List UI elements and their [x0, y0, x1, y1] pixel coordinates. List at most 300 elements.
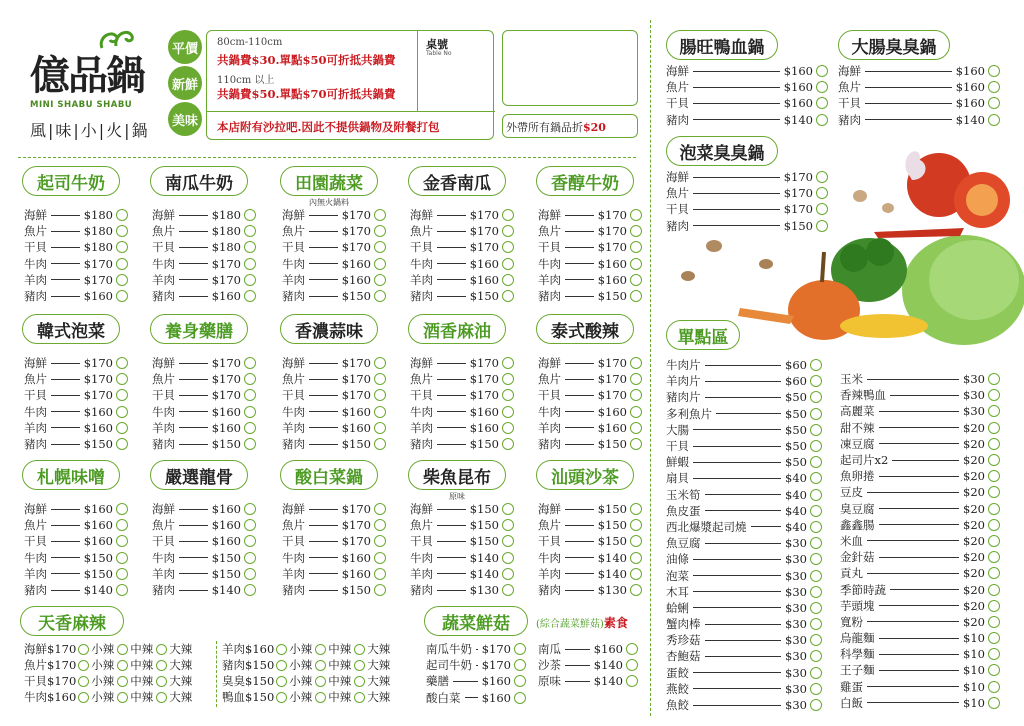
- item-name: 羊肉: [24, 272, 47, 287]
- item-price: $170: [469, 224, 499, 239]
- item-price: $160: [955, 64, 985, 79]
- order-checkbox[interactable]: [626, 675, 638, 687]
- item-price: $160: [469, 404, 499, 419]
- order-checkbox[interactable]: [810, 489, 822, 501]
- order-checkbox[interactable]: [116, 503, 128, 515]
- leader-line: [51, 427, 80, 428]
- order-checkbox[interactable]: [374, 373, 386, 385]
- item-price: $30: [785, 617, 807, 632]
- order-checkbox[interactable]: [988, 405, 1000, 417]
- order-checkbox[interactable]: [810, 440, 822, 452]
- order-checkbox[interactable]: [988, 373, 1000, 385]
- spice-level-checkbox[interactable]: [117, 692, 128, 703]
- spice-level-checkbox[interactable]: [156, 644, 167, 655]
- spice-level-checkbox[interactable]: [78, 692, 89, 703]
- pot-price-list: [282, 501, 386, 598]
- order-checkbox[interactable]: [630, 241, 642, 253]
- menu-row: [410, 355, 514, 371]
- spice-level-checkbox[interactable]: [276, 692, 287, 703]
- item-name: 羊肉: [222, 642, 245, 656]
- item-name: 魚片: [538, 224, 561, 239]
- item-name: 牛肉: [24, 404, 47, 419]
- item-price: $160: [341, 256, 371, 271]
- item-name: 魚片: [152, 372, 175, 387]
- order-checkbox[interactable]: [116, 535, 128, 547]
- order-checkbox[interactable]: [244, 209, 256, 221]
- order-checkbox[interactable]: [244, 438, 256, 450]
- spice-level-checkbox[interactable]: [78, 676, 89, 687]
- spicy-right-list: [222, 641, 418, 705]
- order-checkbox[interactable]: [116, 422, 128, 434]
- order-checkbox[interactable]: [630, 258, 642, 270]
- order-checkbox[interactable]: [810, 634, 822, 646]
- order-checkbox[interactable]: [988, 81, 1000, 93]
- order-checkbox[interactable]: [626, 643, 638, 655]
- order-checkbox[interactable]: [116, 519, 128, 531]
- order-checkbox[interactable]: [988, 567, 1000, 579]
- fee-rule-small: 共鍋費$30.單點$50可折抵共鍋費: [217, 53, 396, 67]
- leader-line: [865, 87, 952, 88]
- order-checkbox[interactable]: [116, 258, 128, 270]
- order-checkbox[interactable]: [810, 667, 822, 679]
- order-checkbox[interactable]: [988, 454, 1000, 466]
- pot-price-list: [538, 355, 642, 452]
- order-checkbox[interactable]: [374, 438, 386, 450]
- pot-price-list: [24, 355, 128, 452]
- item-name: 羊肉片: [666, 374, 701, 389]
- leader-line: [693, 705, 781, 706]
- alacarte-row: [666, 503, 822, 519]
- order-checkbox[interactable]: [374, 568, 386, 580]
- order-checkbox[interactable]: [116, 552, 128, 564]
- special-pot-title: 泡菜臭臭鍋: [666, 136, 778, 166]
- spice-level-label: 大辣: [367, 642, 391, 656]
- item-price: $170: [469, 240, 499, 255]
- order-checkbox[interactable]: [116, 209, 128, 221]
- order-checkbox[interactable]: [502, 503, 514, 515]
- item-name: 魚片: [410, 224, 433, 239]
- leader-line: [309, 395, 338, 396]
- spice-level-checkbox[interactable]: [354, 692, 365, 703]
- order-checkbox[interactable]: [244, 225, 256, 237]
- spice-level-checkbox[interactable]: [276, 644, 287, 655]
- item-name: 起司牛奶: [426, 658, 472, 673]
- order-checkbox[interactable]: [502, 406, 514, 418]
- item-price: $20: [963, 469, 985, 484]
- order-checkbox[interactable]: [374, 241, 386, 253]
- item-name: 多利魚片: [666, 406, 712, 421]
- order-checkbox[interactable]: [116, 389, 128, 401]
- order-checkbox[interactable]: [374, 584, 386, 596]
- leader-line: [879, 427, 960, 428]
- order-checkbox[interactable]: [514, 643, 526, 655]
- spice-level-checkbox[interactable]: [315, 660, 326, 671]
- item-name: 鮮蝦: [666, 455, 689, 470]
- order-checkbox[interactable]: [116, 568, 128, 580]
- order-checkbox[interactable]: [630, 225, 642, 237]
- order-checkbox[interactable]: [116, 225, 128, 237]
- order-checkbox[interactable]: [116, 274, 128, 286]
- order-checkbox[interactable]: [810, 537, 822, 549]
- order-checkbox[interactable]: [810, 553, 822, 565]
- order-checkbox[interactable]: [514, 659, 526, 671]
- order-checkbox[interactable]: [502, 389, 514, 401]
- order-checkbox[interactable]: [502, 290, 514, 302]
- order-checkbox[interactable]: [244, 258, 256, 270]
- order-checkbox[interactable]: [810, 359, 822, 371]
- item-name: 杏鮑菇: [666, 649, 701, 664]
- leader-line: [693, 575, 781, 576]
- order-checkbox[interactable]: [810, 408, 822, 420]
- leader-line: [51, 541, 80, 542]
- item-name: 海鮮: [666, 64, 689, 79]
- order-checkbox[interactable]: [244, 241, 256, 253]
- order-checkbox[interactable]: [244, 535, 256, 547]
- spice-level-checkbox[interactable]: [156, 660, 167, 671]
- order-checkbox[interactable]: [810, 391, 822, 403]
- order-checkbox[interactable]: [988, 422, 1000, 434]
- order-checkbox[interactable]: [816, 97, 828, 109]
- order-checkbox[interactable]: [988, 648, 1000, 660]
- order-checkbox[interactable]: [116, 406, 128, 418]
- item-price: $50: [785, 439, 807, 454]
- order-checkbox[interactable]: [374, 406, 386, 418]
- order-checkbox[interactable]: [502, 209, 514, 221]
- order-checkbox[interactable]: [816, 114, 828, 126]
- alacarte-row: [666, 681, 822, 697]
- order-checkbox[interactable]: [374, 357, 386, 369]
- menu-row: [282, 239, 386, 255]
- spice-level-checkbox[interactable]: [78, 644, 89, 655]
- spice-level-checkbox[interactable]: [354, 644, 365, 655]
- pot-title: 酒香麻油: [408, 314, 506, 344]
- order-checkbox[interactable]: [244, 552, 256, 564]
- spice-level-checkbox[interactable]: [354, 676, 365, 687]
- section-title-alacarte: 單點區: [666, 320, 740, 350]
- menu-row: [838, 112, 1000, 128]
- order-checkbox[interactable]: [816, 81, 828, 93]
- order-checkbox[interactable]: [988, 535, 1000, 547]
- order-checkbox[interactable]: [810, 586, 822, 598]
- menu-row: [538, 223, 642, 239]
- order-checkbox[interactable]: [374, 422, 386, 434]
- order-checkbox[interactable]: [988, 97, 1000, 109]
- order-checkbox[interactable]: [988, 114, 1000, 126]
- spice-level-label: 小辣: [289, 690, 313, 704]
- alacarte-row: [840, 533, 1000, 549]
- order-checkbox[interactable]: [630, 389, 642, 401]
- order-checkbox[interactable]: [502, 422, 514, 434]
- order-checkbox[interactable]: [374, 209, 386, 221]
- order-checkbox[interactable]: [630, 373, 642, 385]
- order-checkbox[interactable]: [988, 470, 1000, 482]
- order-checkbox[interactable]: [810, 472, 822, 484]
- order-checkbox[interactable]: [374, 535, 386, 547]
- order-checkbox[interactable]: [630, 519, 642, 531]
- order-checkbox[interactable]: [988, 65, 1000, 77]
- brand-logo: 億品鍋: [30, 52, 144, 99]
- spice-level-checkbox[interactable]: [315, 692, 326, 703]
- item-price: $50: [785, 406, 807, 421]
- order-checkbox[interactable]: [630, 209, 642, 221]
- leader-line: [565, 379, 594, 380]
- leader-line: [51, 573, 80, 574]
- order-checkbox[interactable]: [630, 568, 642, 580]
- item-name: 王子麵: [840, 663, 875, 678]
- order-checkbox[interactable]: [988, 389, 1000, 401]
- item-name: 魚片: [24, 372, 47, 387]
- item-name: 豬肉: [222, 658, 245, 672]
- spice-level-checkbox[interactable]: [276, 676, 287, 687]
- order-checkbox[interactable]: [514, 692, 526, 704]
- leader-line: [309, 444, 338, 445]
- item-price: $20: [963, 501, 985, 516]
- order-checkbox[interactable]: [244, 274, 256, 286]
- order-checkbox[interactable]: [988, 503, 1000, 515]
- menu-row: [410, 582, 514, 598]
- order-checkbox[interactable]: [502, 241, 514, 253]
- order-checkbox[interactable]: [374, 225, 386, 237]
- menu-row: [24, 288, 128, 304]
- leader-line: [309, 541, 338, 542]
- item-price: $40: [785, 503, 807, 518]
- alacarte-right-list: [840, 371, 1000, 711]
- item-price: $20: [963, 566, 985, 581]
- item-price: $170: [783, 202, 813, 217]
- leader-line: [465, 697, 478, 698]
- order-checkbox[interactable]: [810, 683, 822, 695]
- order-checkbox[interactable]: [630, 552, 642, 564]
- item-price: $170: [597, 240, 627, 255]
- order-checkbox[interactable]: [116, 290, 128, 302]
- order-checkbox[interactable]: [630, 357, 642, 369]
- order-checkbox[interactable]: [116, 241, 128, 253]
- alacarte-row: [840, 403, 1000, 419]
- order-checkbox[interactable]: [810, 650, 822, 662]
- item-price: $10: [963, 695, 985, 710]
- order-checkbox[interactable]: [374, 552, 386, 564]
- leader-line: [51, 379, 80, 380]
- item-price: $10: [963, 631, 985, 646]
- order-checkbox[interactable]: [374, 274, 386, 286]
- item-name: 牛肉: [24, 256, 47, 271]
- order-checkbox[interactable]: [810, 505, 822, 517]
- order-checkbox[interactable]: [988, 600, 1000, 612]
- special-pot-price-list: [666, 63, 828, 128]
- order-checkbox[interactable]: [502, 568, 514, 580]
- order-checkbox[interactable]: [244, 373, 256, 385]
- order-checkbox[interactable]: [810, 570, 822, 582]
- menu-row: [426, 657, 526, 673]
- order-checkbox[interactable]: [244, 519, 256, 531]
- order-checkbox[interactable]: [374, 503, 386, 515]
- item-price: $170: [211, 272, 241, 287]
- item-price: $20: [963, 533, 985, 548]
- pot-title: 金香南瓜: [408, 166, 506, 196]
- order-checkbox[interactable]: [630, 406, 642, 418]
- order-checkbox[interactable]: [116, 373, 128, 385]
- item-price: $150: [83, 566, 113, 581]
- pot-title: 香濃蒜味: [280, 314, 378, 344]
- item-price: $160: [211, 404, 241, 419]
- leader-line: [51, 590, 80, 591]
- order-checkbox[interactable]: [116, 584, 128, 596]
- menu-row: [410, 207, 514, 223]
- order-checkbox[interactable]: [988, 681, 1000, 693]
- menu-row: [24, 223, 128, 239]
- pot-title: 汕頭沙茶: [536, 460, 634, 490]
- order-checkbox[interactable]: [988, 519, 1000, 531]
- order-checkbox[interactable]: [502, 225, 514, 237]
- alacarte-row: [666, 470, 822, 486]
- item-price: $180: [211, 208, 241, 223]
- order-checkbox[interactable]: [374, 258, 386, 270]
- pot-title: 起司牛奶: [22, 166, 120, 196]
- menu-row: [282, 256, 386, 272]
- menu-row: [282, 501, 386, 517]
- item-price: $160: [593, 642, 623, 657]
- order-checkbox[interactable]: [988, 551, 1000, 563]
- leader-line: [565, 363, 594, 364]
- spice-level-checkbox[interactable]: [354, 660, 365, 671]
- order-checkbox[interactable]: [244, 584, 256, 596]
- order-checkbox[interactable]: [816, 65, 828, 77]
- item-name: 海鮮: [152, 502, 175, 517]
- order-checkbox[interactable]: [244, 389, 256, 401]
- spice-level-checkbox[interactable]: [315, 676, 326, 687]
- item-price: $140: [469, 550, 499, 565]
- order-checkbox[interactable]: [630, 503, 642, 515]
- order-checkbox[interactable]: [244, 422, 256, 434]
- order-checkbox[interactable]: [502, 357, 514, 369]
- order-checkbox[interactable]: [514, 675, 526, 687]
- item-price: $140: [783, 112, 813, 127]
- spice-level-checkbox[interactable]: [156, 676, 167, 687]
- order-checkbox[interactable]: [630, 290, 642, 302]
- order-checkbox[interactable]: [810, 456, 822, 468]
- leader-line: [179, 427, 208, 428]
- spice-level-checkbox[interactable]: [117, 660, 128, 671]
- order-checkbox[interactable]: [502, 535, 514, 547]
- item-name: 凍豆腐: [840, 436, 875, 451]
- item-price: $150: [469, 534, 499, 549]
- order-checkbox[interactable]: [502, 258, 514, 270]
- order-checkbox[interactable]: [630, 535, 642, 547]
- item-price: $170: [341, 502, 371, 517]
- order-checkbox[interactable]: [116, 357, 128, 369]
- item-price: $160: [341, 550, 371, 565]
- order-checkbox[interactable]: [630, 422, 642, 434]
- item-name: 干貝: [538, 534, 561, 549]
- spice-level-checkbox[interactable]: [156, 692, 167, 703]
- order-checkbox[interactable]: [244, 568, 256, 580]
- spice-level-label: 中辣: [328, 642, 352, 656]
- item-name: 海鮮: [410, 208, 433, 223]
- order-checkbox[interactable]: [810, 602, 822, 614]
- order-checkbox[interactable]: [116, 438, 128, 450]
- leader-line: [179, 525, 208, 526]
- order-checkbox[interactable]: [988, 616, 1000, 628]
- pot-price-list: [24, 501, 128, 598]
- spice-level-checkbox[interactable]: [315, 644, 326, 655]
- item-price: $170: [47, 674, 77, 688]
- alacarte-row: [840, 565, 1000, 581]
- order-checkbox[interactable]: [502, 274, 514, 286]
- item-price: $150: [597, 534, 627, 549]
- leader-line: [309, 247, 338, 248]
- item-price: $170: [783, 170, 813, 185]
- menu-row: [538, 207, 642, 223]
- order-checkbox[interactable]: [988, 486, 1000, 498]
- order-checkbox[interactable]: [810, 375, 822, 387]
- table-number-label: 桌號: [426, 38, 448, 51]
- item-price: $30: [963, 404, 985, 419]
- item-name: 干貝: [410, 388, 433, 403]
- item-price: $20: [963, 582, 985, 597]
- order-checkbox[interactable]: [244, 503, 256, 515]
- order-checkbox[interactable]: [374, 389, 386, 401]
- leader-line: [705, 543, 782, 544]
- spice-level-label: 小辣: [289, 642, 313, 656]
- menu-row: [538, 436, 642, 452]
- order-checkbox[interactable]: [630, 274, 642, 286]
- order-checkbox[interactable]: [502, 519, 514, 531]
- leader-line: [865, 103, 952, 104]
- order-checkbox[interactable]: [810, 699, 822, 711]
- order-checkbox[interactable]: [244, 290, 256, 302]
- spice-level-checkbox[interactable]: [78, 660, 89, 671]
- order-checkbox[interactable]: [374, 290, 386, 302]
- spice-level-checkbox[interactable]: [276, 660, 287, 671]
- order-checkbox[interactable]: [988, 664, 1000, 676]
- order-checkbox[interactable]: [374, 519, 386, 531]
- order-checkbox[interactable]: [630, 438, 642, 450]
- order-checkbox[interactable]: [502, 373, 514, 385]
- pot-price-list: [538, 207, 642, 304]
- order-checkbox[interactable]: [502, 552, 514, 564]
- spice-level-checkbox[interactable]: [117, 644, 128, 655]
- item-price: $30: [785, 633, 807, 648]
- menu-row: [152, 387, 256, 403]
- order-checkbox[interactable]: [502, 438, 514, 450]
- menu-row: [152, 533, 256, 549]
- menu-row: [24, 207, 128, 223]
- order-checkbox[interactable]: [988, 632, 1000, 644]
- spice-level-checkbox[interactable]: [117, 676, 128, 687]
- order-checkbox[interactable]: [988, 584, 1000, 596]
- order-checkbox[interactable]: [810, 424, 822, 436]
- order-checkbox[interactable]: [244, 357, 256, 369]
- leader-line: [51, 263, 80, 264]
- order-checkbox[interactable]: [810, 521, 822, 533]
- order-checkbox[interactable]: [810, 618, 822, 630]
- pot-price-list: [282, 355, 386, 452]
- order-checkbox[interactable]: [626, 659, 638, 671]
- leader-line: [309, 263, 338, 264]
- order-checkbox[interactable]: [988, 438, 1000, 450]
- item-price: $10: [963, 647, 985, 662]
- order-checkbox[interactable]: [988, 697, 1000, 709]
- brand-subtitle: MINI SHABU SHABU: [30, 100, 133, 110]
- item-name: 木耳: [666, 584, 689, 599]
- veggie-note: (綜合蔬菜鮮菇)素食: [536, 616, 628, 630]
- item-name: 蛤蜊: [666, 600, 689, 615]
- order-checkbox[interactable]: [502, 584, 514, 596]
- item-name: 干貝: [24, 674, 47, 688]
- order-checkbox[interactable]: [244, 406, 256, 418]
- order-checkbox[interactable]: [630, 584, 642, 596]
- item-price: $170: [83, 272, 113, 287]
